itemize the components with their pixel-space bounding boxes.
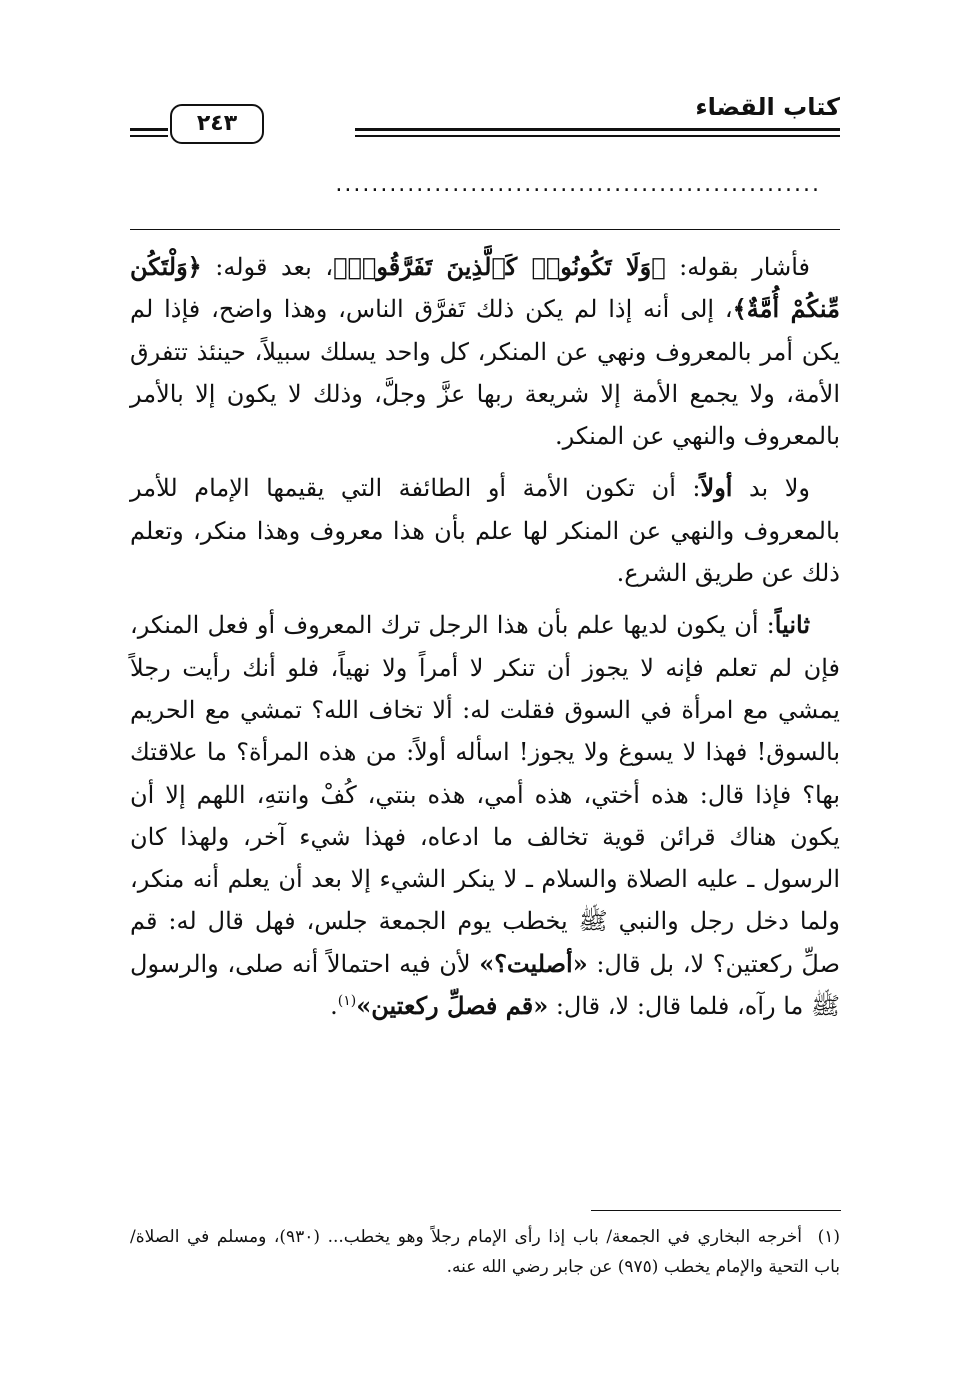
header-divider (130, 229, 840, 230)
paragraph-3 (130, 604, 840, 1027)
quran-verse-2: ﴿وَلْتَكُن مِّنكُمْ أُمَّةٌ﴾ (130, 252, 840, 324)
footnote-text: أخرجه البخاري في الجمعة/ باب إذا رأى الإمام رجلاً وهو يخطب... (٩٣٠)، ومسلم في الصلاة/ باب التحية والإمام يخطب (٩٧٥) عن جابر رضي الله عنه. (130, 1227, 840, 1277)
p2-heading-first: أولاً (700, 473, 733, 503)
p1-text-a: فأشار بقوله: (665, 253, 811, 281)
paragraph-2 (130, 467, 840, 594)
hadith-quote-2: «قم فصلِّ ركعتين» (356, 991, 549, 1021)
book-title: كتاب القضاء (695, 93, 840, 121)
p3-text-a: : أن يكون لديها علم بأن هذا الرجل ترك المعروف أو فعل المنكر، فإن لم تعلم فإنه لا يجوز أن تنكر لا أمراً ولا نهياً، فلو أنك رأيت رجلاً يمشي مع امرأة في السوق فقلت له: ألا تخاف الله؟ تمشي مع الحريم بالسوق! فهذا لا يسوغ ولا يجوز! اسأله أولاً: من هذه المرأة؟ ما علاقتك بها؟ فإذا قال: هذه أختي، هذه أمي، هذه بنتي، كُفْ وانتهِ، اللهم إلا أن يكون هناك قرائن قوية تخالف ما ادعاه، فهذا شيء آخر، ولهذا كان الرسول ـ عليه الصلاة والسلام ـ لا ينكر الشيء إلا بعد أن يعلم أنه منكر، ولما دخل رجل والنبي ﷺ يخطب يوم الجمعة جلس، فهل قال له: قم صلِّ ركعتين؟ لا، بل قال: (130, 611, 840, 978)
p1-text-c: ، إلى أنه إذا لم يكن ذلك تَفرَّق الناس، وهذا واضح، فإذا لم يكن أمر بالمعروف ونهي عن المنكر، كل واحد يسلك سبيلاً، حينئذ تتفرق الأمة، ولا يجمع الأمة إلا شريعة ربها عزَّ وجلَّ، وذلك لا يكون إلا بالأمر بالمعروف والنهي عن المنكر. (130, 295, 841, 451)
p3-text-c: . (330, 992, 338, 1021)
p3-heading-second: ثانياً (774, 610, 810, 640)
paragraph-1 (130, 246, 840, 457)
page-header (130, 92, 840, 152)
p3-text-b: لأن فيه احتمالاً أنه صلى، والرسول ﷺ ما رآه، فلما قال: لا، قال: (130, 949, 840, 1021)
main-text (130, 246, 840, 1037)
page-number: ٢٤٣ (170, 104, 264, 144)
hadith-quote-1: «أصليت؟» (479, 948, 588, 978)
footnote-divider (591, 1210, 841, 1211)
dotted-separator: ...................................................... (335, 172, 821, 197)
p2-text-b: : أن تكون الأمة أو الطائفة التي يقيمها الإمام للأمر بالمعروف والنهي عن المنكر لها علم بأن هذا معروف وهذا منكر، وتعلم ذلك عن طريق الشرع. (130, 474, 840, 588)
p2-text-a: ولا بد (732, 474, 811, 503)
footnote-reference: (١) (337, 993, 357, 1010)
footnote-item (130, 1222, 840, 1282)
footnote-marker: (١) (817, 1227, 840, 1247)
footnotes (130, 1222, 840, 1282)
header-rule-left (130, 128, 168, 136)
quran-verse-1: ﴿وَلَا تَكُونُوا۟ كَٱلَّذِينَ تَفَرَّقُوا۟﴾ (333, 252, 666, 281)
header-rule-right (355, 128, 840, 136)
p1-text-b: ، بعد قوله: (201, 253, 334, 281)
